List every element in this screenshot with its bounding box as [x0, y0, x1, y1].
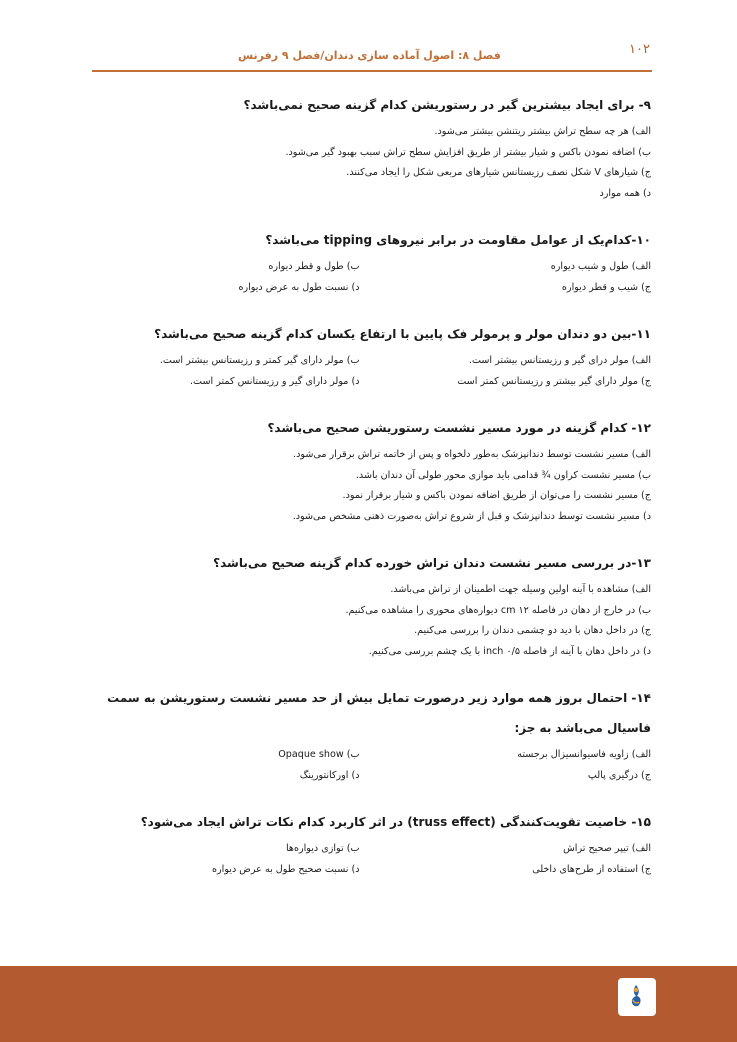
- option: ب) توازی دیواره‌ها: [285, 843, 360, 854]
- option: د) نسبت صحیح طول به عرض دیواره: [212, 863, 360, 875]
- option: د) مولر دارای گیر و رزیستانس کمتر است.: [190, 375, 360, 387]
- question-9: [88, 90, 651, 204]
- question-11: [88, 319, 651, 392]
- question-title: ۱۵- خاصیت تقویت‌کنندگی (truss effect) در اثر کاربرد کدام نکات تراش ایجاد می‌شود؟: [140, 815, 651, 829]
- option: ج) در داخل دهان با دید دو چشمی دندان را بررسی می‌کنیم.: [414, 625, 651, 636]
- option: ب) مسیر نشست کراون ¾ قدامی باید موازی محور طولی آن دندان باشد.: [355, 469, 651, 481]
- option: د) نسبت طول به عرض دیواره: [238, 281, 360, 293]
- option: الف) مشاهده با آینه اولین وسیله جهت اطمینان از تراش می‌باشد.: [390, 584, 651, 595]
- option: ج) درگیری پالپ: [587, 769, 651, 781]
- option: ج) مسیر نشست را می‌توان از طریق اضافه نمودن باکس و شیار برقرار نمود.: [342, 490, 651, 501]
- option: الف) طول و شیب دیواره: [550, 261, 651, 272]
- option: ب) در خارج از دهان در فاصله ۱۲ cm دیواره‌های محوری را مشاهده می‌کنیم.: [345, 604, 651, 616]
- page-number: ۱۰۲: [629, 42, 650, 57]
- option: د) مسیر نشست توسط دندانپزشک و قبل از شروع تراش به‌صورت ذهنی مشخص می‌شود.: [292, 510, 651, 522]
- question-14: [88, 683, 651, 786]
- option: الف) هر چه سطح تراش بیشتر ریتنشن بیشتر می‌شود.: [434, 126, 651, 137]
- questions-content: [88, 90, 651, 901]
- options-grid: [88, 351, 651, 392]
- option: ج) مولر دارای گیر بیشتر و رزیستانس کمتر است: [457, 375, 651, 387]
- option: د) همه موارد: [599, 187, 651, 199]
- question-15: [88, 807, 651, 880]
- question-13: [88, 548, 651, 662]
- option: الف) تیپر صحیح تراش: [563, 843, 651, 854]
- question-title: ۱۱-بین دو دندان مولر و پرمولر فک پایین با ارتفاع یکسان کدام گزینه صحیح می‌باشد؟: [154, 327, 651, 341]
- options-grid: [88, 745, 651, 786]
- option: الف) مسیر نشست توسط دندانپزشک به‌طور دلخواه و پس از خاتمه تراش برقرار می‌شود.: [293, 449, 651, 460]
- publisher-logo: [618, 978, 656, 1016]
- option: ب) مولر دارای گیر کمتر و رزیستانس بیشتر است.: [159, 355, 360, 366]
- options-grid: [88, 257, 651, 298]
- option: الف) زاویه فاسیوانسیزال برجسته: [517, 749, 651, 760]
- question-title: ۱۰-کدام‌یک از عوامل مقاومت در برابر نیروهای tipping می‌باشد؟: [265, 233, 651, 247]
- question-10: [88, 225, 651, 298]
- option: ج) شیارهای V شکل نصف رزیستانس شیارهای مربعی شکل را ایجاد می‌کنند.: [346, 167, 651, 178]
- option: ب) Opaque show: [278, 749, 360, 760]
- option: ج) استفاده از طرح‌های داخلی: [532, 863, 651, 875]
- question-title: ۱۳-در بررسی مسیر نشست دندان تراش خورده کدام گزینه صحیح می‌باشد؟: [213, 556, 651, 570]
- question-title: ۱۴- احتمال بروز همه موارد زیر درصورت تمایل بیش از حد مسیر نشست رستوریشن به سمت فاسیال می‌باشد به جز:: [107, 691, 651, 735]
- options-grid: [88, 839, 651, 880]
- page-header: [235, 42, 650, 68]
- header-divider: [92, 70, 652, 72]
- question-12: [88, 413, 651, 527]
- chapter-title: فصل ۸: اصول آماده سازی دندان/فصل ۹ رفرنس: [238, 49, 501, 62]
- option: د) اورکانتورینگ: [299, 769, 360, 781]
- publisher-logo-icon: [628, 984, 644, 1008]
- option: ب) طول و قطر دیواره: [268, 261, 360, 272]
- question-title: ۹- برای ایجاد بیشترین گیر در رستوریشن کدام گزینه صحیح نمی‌باشد؟: [243, 98, 651, 112]
- option: الف) مولر درای گیر و رزیستانس بیشتر است.: [468, 355, 651, 366]
- option: د) در داخل دهان با آینه از فاصله ۰/۵ inch با یک چشم بررسی می‌کنیم.: [368, 645, 651, 657]
- option: ج) شیب و قطر دیواره: [561, 281, 651, 293]
- option: ب) اضافه نمودن باکس و شیار بیشتر از طریق افزایش سطح تراش سبب بهبود گیر می‌شود.: [285, 146, 651, 158]
- question-title: ۱۲- کدام گزینه در مورد مسیر نشست رستوریشن صحیح می‌باشد؟: [267, 421, 651, 435]
